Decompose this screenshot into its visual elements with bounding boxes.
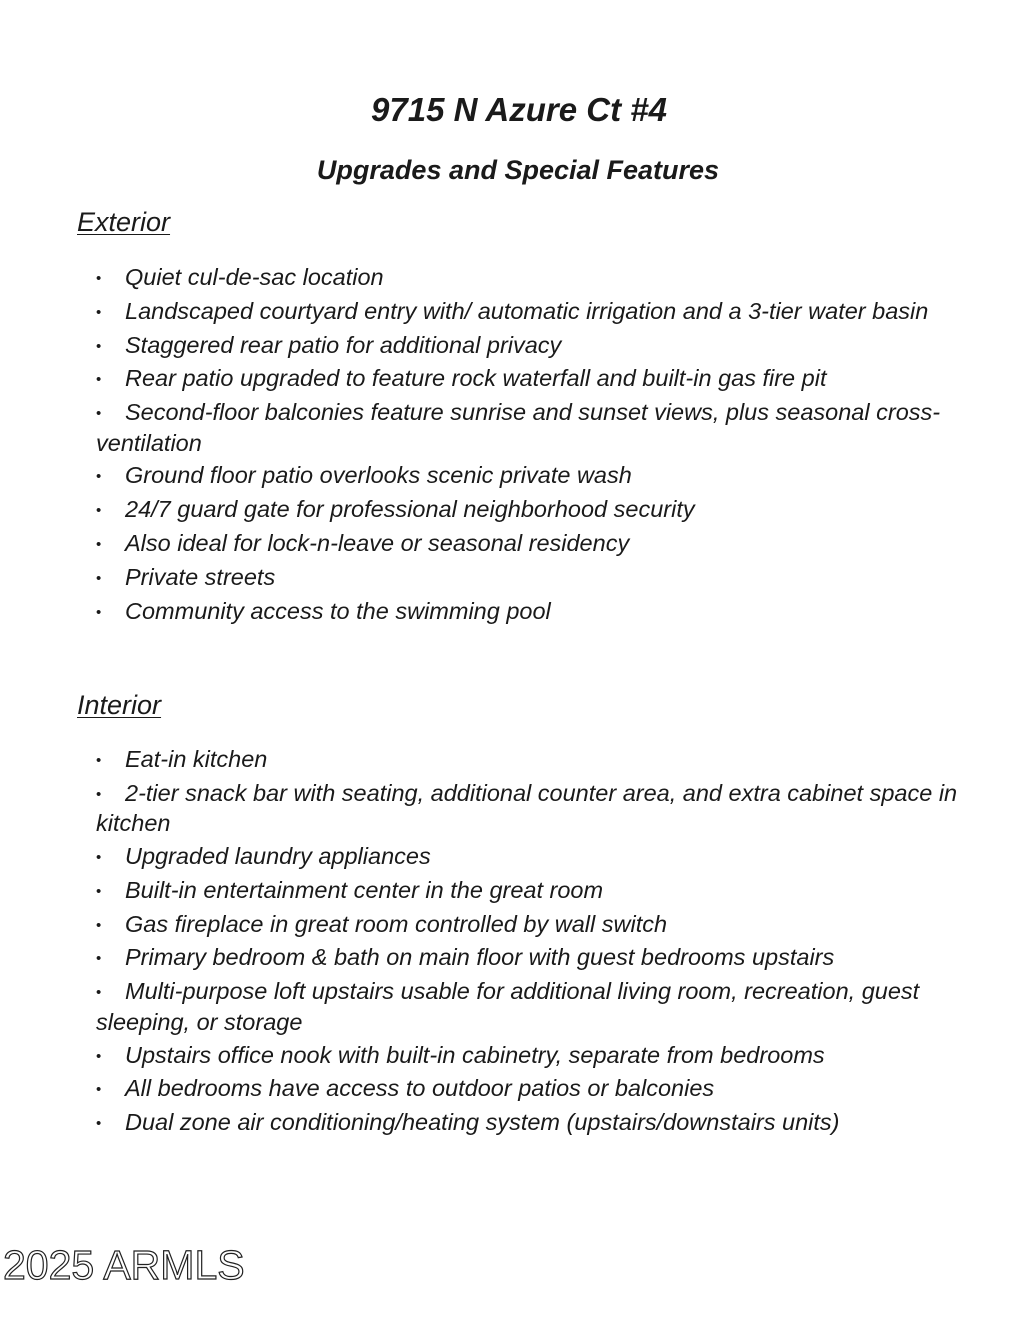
list-item bbox=[96, 263, 961, 294]
bullet-icon: • bbox=[96, 337, 102, 355]
bullet-icon: • bbox=[96, 371, 102, 389]
list-item-text: Rear patio upgraded to feature rock waterfall and built-in gas fire pit bbox=[125, 365, 827, 392]
list-item-text: Eat-in kitchen bbox=[125, 746, 268, 772]
list-item bbox=[96, 779, 961, 839]
list-item bbox=[96, 1041, 961, 1072]
list-item bbox=[96, 495, 961, 526]
list-item-text: Built-in entertainment center in the great room bbox=[125, 876, 604, 903]
exterior-feature-list bbox=[96, 263, 961, 630]
bullet-icon: • bbox=[96, 1081, 102, 1099]
bullet-icon: • bbox=[96, 752, 102, 769]
list-item-text: Dual zone air conditioning/heating system (upstairs/downstairs units) bbox=[125, 1109, 840, 1136]
list-item bbox=[96, 745, 961, 776]
bullet-icon: • bbox=[96, 603, 102, 621]
interior-heading: Interior bbox=[77, 690, 162, 720]
bullet-icon: • bbox=[96, 785, 102, 803]
list-item bbox=[96, 1108, 961, 1139]
bullet-icon: • bbox=[96, 502, 102, 520]
bullet-icon: • bbox=[96, 984, 102, 1002]
list-item bbox=[96, 876, 961, 907]
interior-feature-list bbox=[96, 745, 961, 1142]
list-item-text: Upstairs office nook with built-in cabinetry, separate from bedrooms bbox=[125, 1041, 825, 1068]
list-item bbox=[96, 597, 961, 628]
list-item bbox=[96, 1074, 961, 1105]
list-item-text: Ground floor patio overlooks scenic private wash bbox=[125, 462, 632, 489]
bullet-icon: • bbox=[96, 1115, 102, 1133]
list-item-text: Second-floor balconies feature sunrise and sunset views, plus seasonal cross-ventilation bbox=[96, 399, 941, 456]
list-item-text: Multi-purpose loft upstairs usable for additional living room, recreation, guest sleeping, or storage bbox=[96, 978, 920, 1035]
list-item-text: Also ideal for lock-n-leave or seasonal residency bbox=[125, 530, 630, 557]
bullet-icon: • bbox=[96, 303, 102, 321]
list-item bbox=[96, 364, 961, 395]
bullet-icon: • bbox=[96, 950, 102, 968]
list-item bbox=[96, 297, 961, 328]
bullet-icon: • bbox=[96, 849, 102, 867]
list-item-text: 24/7 guard gate for professional neighborhood security bbox=[125, 496, 695, 523]
bullet-icon: • bbox=[96, 405, 102, 423]
list-item-text: All bedrooms have access to outdoor patios or balconies bbox=[125, 1075, 715, 1102]
bullet-icon: • bbox=[96, 270, 102, 287]
list-item-text: Community access to the swimming pool bbox=[125, 597, 551, 624]
list-item-text: Private streets bbox=[125, 563, 276, 590]
exterior-heading: Exterior bbox=[77, 207, 171, 237]
copyright-watermark: 2025 ARMLS bbox=[3, 1242, 245, 1288]
page-title: 9715 N Azure Ct #4 bbox=[371, 91, 667, 128]
list-item-text: Staggered rear patio for additional privacy bbox=[125, 331, 562, 358]
list-item-text: Quiet cul-de-sac location bbox=[125, 264, 384, 290]
bullet-icon: • bbox=[96, 916, 102, 934]
list-item bbox=[96, 842, 961, 873]
bullet-icon: • bbox=[96, 536, 102, 554]
list-item bbox=[96, 529, 961, 560]
bullet-icon: • bbox=[96, 569, 102, 587]
list-item bbox=[96, 331, 961, 362]
bullet-icon: • bbox=[96, 882, 102, 900]
list-item bbox=[96, 398, 961, 458]
list-item bbox=[96, 977, 961, 1037]
list-item bbox=[96, 563, 961, 594]
list-item-text: Gas fireplace in great room controlled by wall switch bbox=[125, 910, 668, 937]
list-item-text: 2-tier snack bar with seating, additional counter area, and extra cabinet space in kitchen bbox=[96, 779, 958, 837]
bullet-icon: • bbox=[96, 1047, 102, 1065]
list-item-text: Landscaped courtyard entry with/ automatic irrigation and a 3-tier water basin bbox=[125, 297, 929, 324]
bullet-icon: • bbox=[96, 468, 102, 486]
page-subtitle: Upgrades and Special Features bbox=[316, 155, 720, 185]
list-item-text: Primary bedroom & bath on main floor with guest bedrooms upstairs bbox=[125, 944, 835, 971]
list-item-text: Upgraded laundry appliances bbox=[125, 843, 431, 870]
list-item bbox=[96, 943, 961, 974]
list-item bbox=[96, 910, 961, 941]
list-item bbox=[96, 461, 961, 492]
